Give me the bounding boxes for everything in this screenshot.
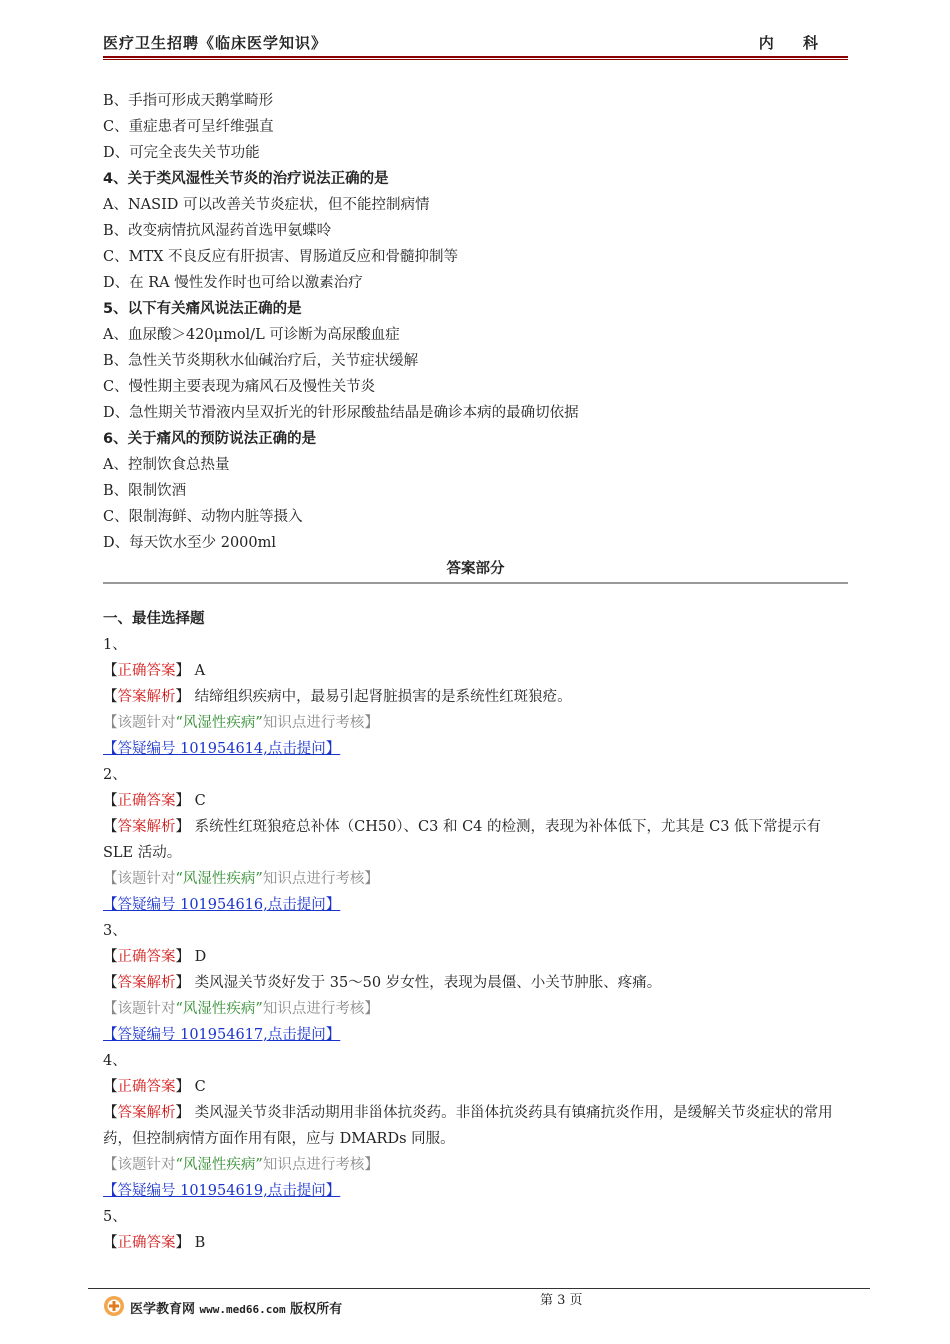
option-line: B、手指可形成天鹅掌畸形 xyxy=(103,93,274,109)
header-rule xyxy=(103,56,848,58)
answers-heading: 答案部分 xyxy=(446,561,505,577)
analysis-text: 系统性红斑狼疮总补体（CH50）、C3 和 C4 的检测，表现为补体低下，尤其是 C3 低下常提示有 SLE 活动。 xyxy=(103,819,822,861)
document-body xyxy=(103,88,848,1256)
correct-label: 正确答案 xyxy=(117,663,176,679)
answer-number: 1、 xyxy=(103,637,127,653)
section-title: 一、最佳选择题 xyxy=(103,611,205,627)
option-line: C、重症患者可呈纤维强直 xyxy=(103,119,274,135)
option-line: D、急性期关节滑液内呈双折光的针形尿酸盐结晶是确诊本病的最确切依据 xyxy=(103,405,579,421)
correct-answer-line: 【正确答案】 D xyxy=(103,949,207,965)
footer-rights: 版权所有 xyxy=(290,1302,343,1317)
ask-question-link[interactable]: 【答疑编号 101954616,点击提问】 xyxy=(103,897,341,913)
kp-prefix: 【该题针对 xyxy=(103,871,176,887)
option-line: B、急性关节炎期秋水仙碱治疗后，关节症状缓解 xyxy=(103,353,419,369)
answer-number: 5、 xyxy=(103,1209,127,1225)
correct-answer-value: C xyxy=(194,1079,206,1095)
correct-answer-value: A xyxy=(194,663,206,679)
analysis-line: 【答案解析】 类风湿关节炎好发于 35～50 岁女性，表现为晨僵、小关节肿胀、疼痛。 xyxy=(103,975,662,991)
kp-suffix: 知识点进行考核】 xyxy=(262,715,379,731)
question-title: 6、关于痛风的预防说法正确的是 xyxy=(103,431,317,447)
question-title: 4、关于类风湿性关节炎的治疗说法正确的是 xyxy=(103,171,389,187)
site-logo-icon xyxy=(103,1295,125,1317)
correct-answer-line: 【正确答案】 C xyxy=(103,793,206,809)
option-line: C、慢性期主要表现为痛风石及慢性关节炎 xyxy=(103,379,376,395)
analysis-text: 结缔组织疾病中，最易引起肾脏损害的是系统性红斑狼疮。 xyxy=(194,689,572,705)
analysis-label: 答案解析 xyxy=(117,1105,176,1121)
kp-suffix: 知识点进行考核】 xyxy=(262,1157,379,1173)
analysis-line: 【答案解析】 类风湿关节炎非活动期用非甾体抗炎药。非甾体抗炎药具有镇痛抗炎作用，是缓解关节炎症状的常用药，但控制病情方面作用有限，应与 DMARDs 同服。 xyxy=(103,1105,833,1147)
analysis-text: 类风湿关节炎非活动期用非甾体抗炎药。非甾体抗炎药具有镇痛抗炎作用，是缓解关节炎症状的常用药，但控制病情方面作用有限，应与 DMARDs 同服。 xyxy=(103,1105,833,1147)
option-line: A、血尿酸＞420μmol/L 可诊断为高尿酸血症 xyxy=(103,327,400,343)
header-title: 医疗卫生招聘《临床医学知识》 xyxy=(103,34,328,52)
kp-suffix: 知识点进行考核】 xyxy=(262,871,379,887)
correct-answer-line: 【正确答案】 A xyxy=(103,663,206,679)
analysis-label: 答案解析 xyxy=(117,975,176,991)
ask-question-link[interactable]: 【答疑编号 101954614,点击提问】 xyxy=(103,741,341,757)
correct-answer-value: B xyxy=(194,1235,206,1251)
answer-number: 4、 xyxy=(103,1053,127,1069)
answers-rule xyxy=(103,582,848,584)
knowledge-point-line xyxy=(103,710,848,736)
footer-rule xyxy=(88,1288,870,1289)
option-line: A、NASID 可以改善关节炎症状，但不能控制病情 xyxy=(103,197,430,213)
option-line: C、限制海鲜、动物内脏等摄入 xyxy=(103,509,303,525)
ask-question-link[interactable]: 【答疑编号 101954617,点击提问】 xyxy=(103,1027,341,1043)
option-line: B、改变病情抗风湿药首选甲氨蝶呤 xyxy=(103,223,332,239)
option-line: A、控制饮食总热量 xyxy=(103,457,230,473)
footer-url: www.med66.com xyxy=(199,1303,286,1316)
analysis-text: 类风湿关节炎好发于 35～50 岁女性，表现为晨僵、小关节肿胀、疼痛。 xyxy=(194,975,662,991)
kp-prefix: 【该题针对 xyxy=(103,715,176,731)
correct-answer-line: 【正确答案】 B xyxy=(103,1235,206,1251)
option-line: D、可完全丧失关节功能 xyxy=(103,145,260,161)
answer-number: 2、 xyxy=(103,767,127,783)
knowledge-point-line xyxy=(103,866,848,892)
analysis-label: 答案解析 xyxy=(117,819,176,835)
knowledge-point-line xyxy=(103,996,848,1022)
correct-answer-value: C xyxy=(194,793,206,809)
option-line: D、每天饮水至少 2000ml xyxy=(103,535,277,551)
kp-topic: “风湿性疾病” xyxy=(175,871,263,887)
option-line: D、在 RA 慢性发作时也可给以激素治疗 xyxy=(103,275,363,291)
analysis-line: 【答案解析】 结缔组织疾病中，最易引起肾脏损害的是系统性红斑狼疮。 xyxy=(103,689,572,705)
analysis-label: 答案解析 xyxy=(117,689,176,705)
question-title: 5、以下有关痛风说法正确的是 xyxy=(103,301,302,317)
analysis-line: 【答案解析】 系统性红斑狼疮总补体（CH50）、C3 和 C4 的检测，表现为补体低下，尤其是 C3 低下常提示有 SLE 活动。 xyxy=(103,819,822,861)
kp-prefix: 【该题针对 xyxy=(103,1157,176,1173)
correct-label: 正确答案 xyxy=(117,949,176,965)
option-line: B、限制饮酒 xyxy=(103,483,187,499)
footer-site-name: 医学教育网 xyxy=(130,1302,196,1317)
correct-label: 正确答案 xyxy=(117,1235,176,1251)
correct-label: 正确答案 xyxy=(117,1079,176,1095)
kp-suffix: 知识点进行考核】 xyxy=(262,1001,379,1017)
knowledge-point-line xyxy=(103,1152,848,1178)
header-department: 内 科 xyxy=(758,34,830,52)
correct-answer-line: 【正确答案】 C xyxy=(103,1079,206,1095)
page-header xyxy=(103,30,848,54)
ask-question-link[interactable]: 【答疑编号 101954619,点击提问】 xyxy=(103,1183,341,1199)
footer-copyright xyxy=(130,1298,342,1317)
kp-topic: “风湿性疾病” xyxy=(175,1157,263,1173)
answer-number: 3、 xyxy=(103,923,127,939)
kp-prefix: 【该题针对 xyxy=(103,1001,176,1017)
page-number: 第 3 页 xyxy=(540,1293,583,1308)
correct-answer-value: D xyxy=(194,949,207,965)
option-line: C、MTX 不良反应有肝损害、胃肠道反应和骨髓抑制等 xyxy=(103,249,459,265)
kp-topic: “风湿性疾病” xyxy=(175,1001,263,1017)
kp-topic: “风湿性疾病” xyxy=(175,715,263,731)
header-rule-thin xyxy=(103,59,848,60)
correct-label: 正确答案 xyxy=(117,793,176,809)
